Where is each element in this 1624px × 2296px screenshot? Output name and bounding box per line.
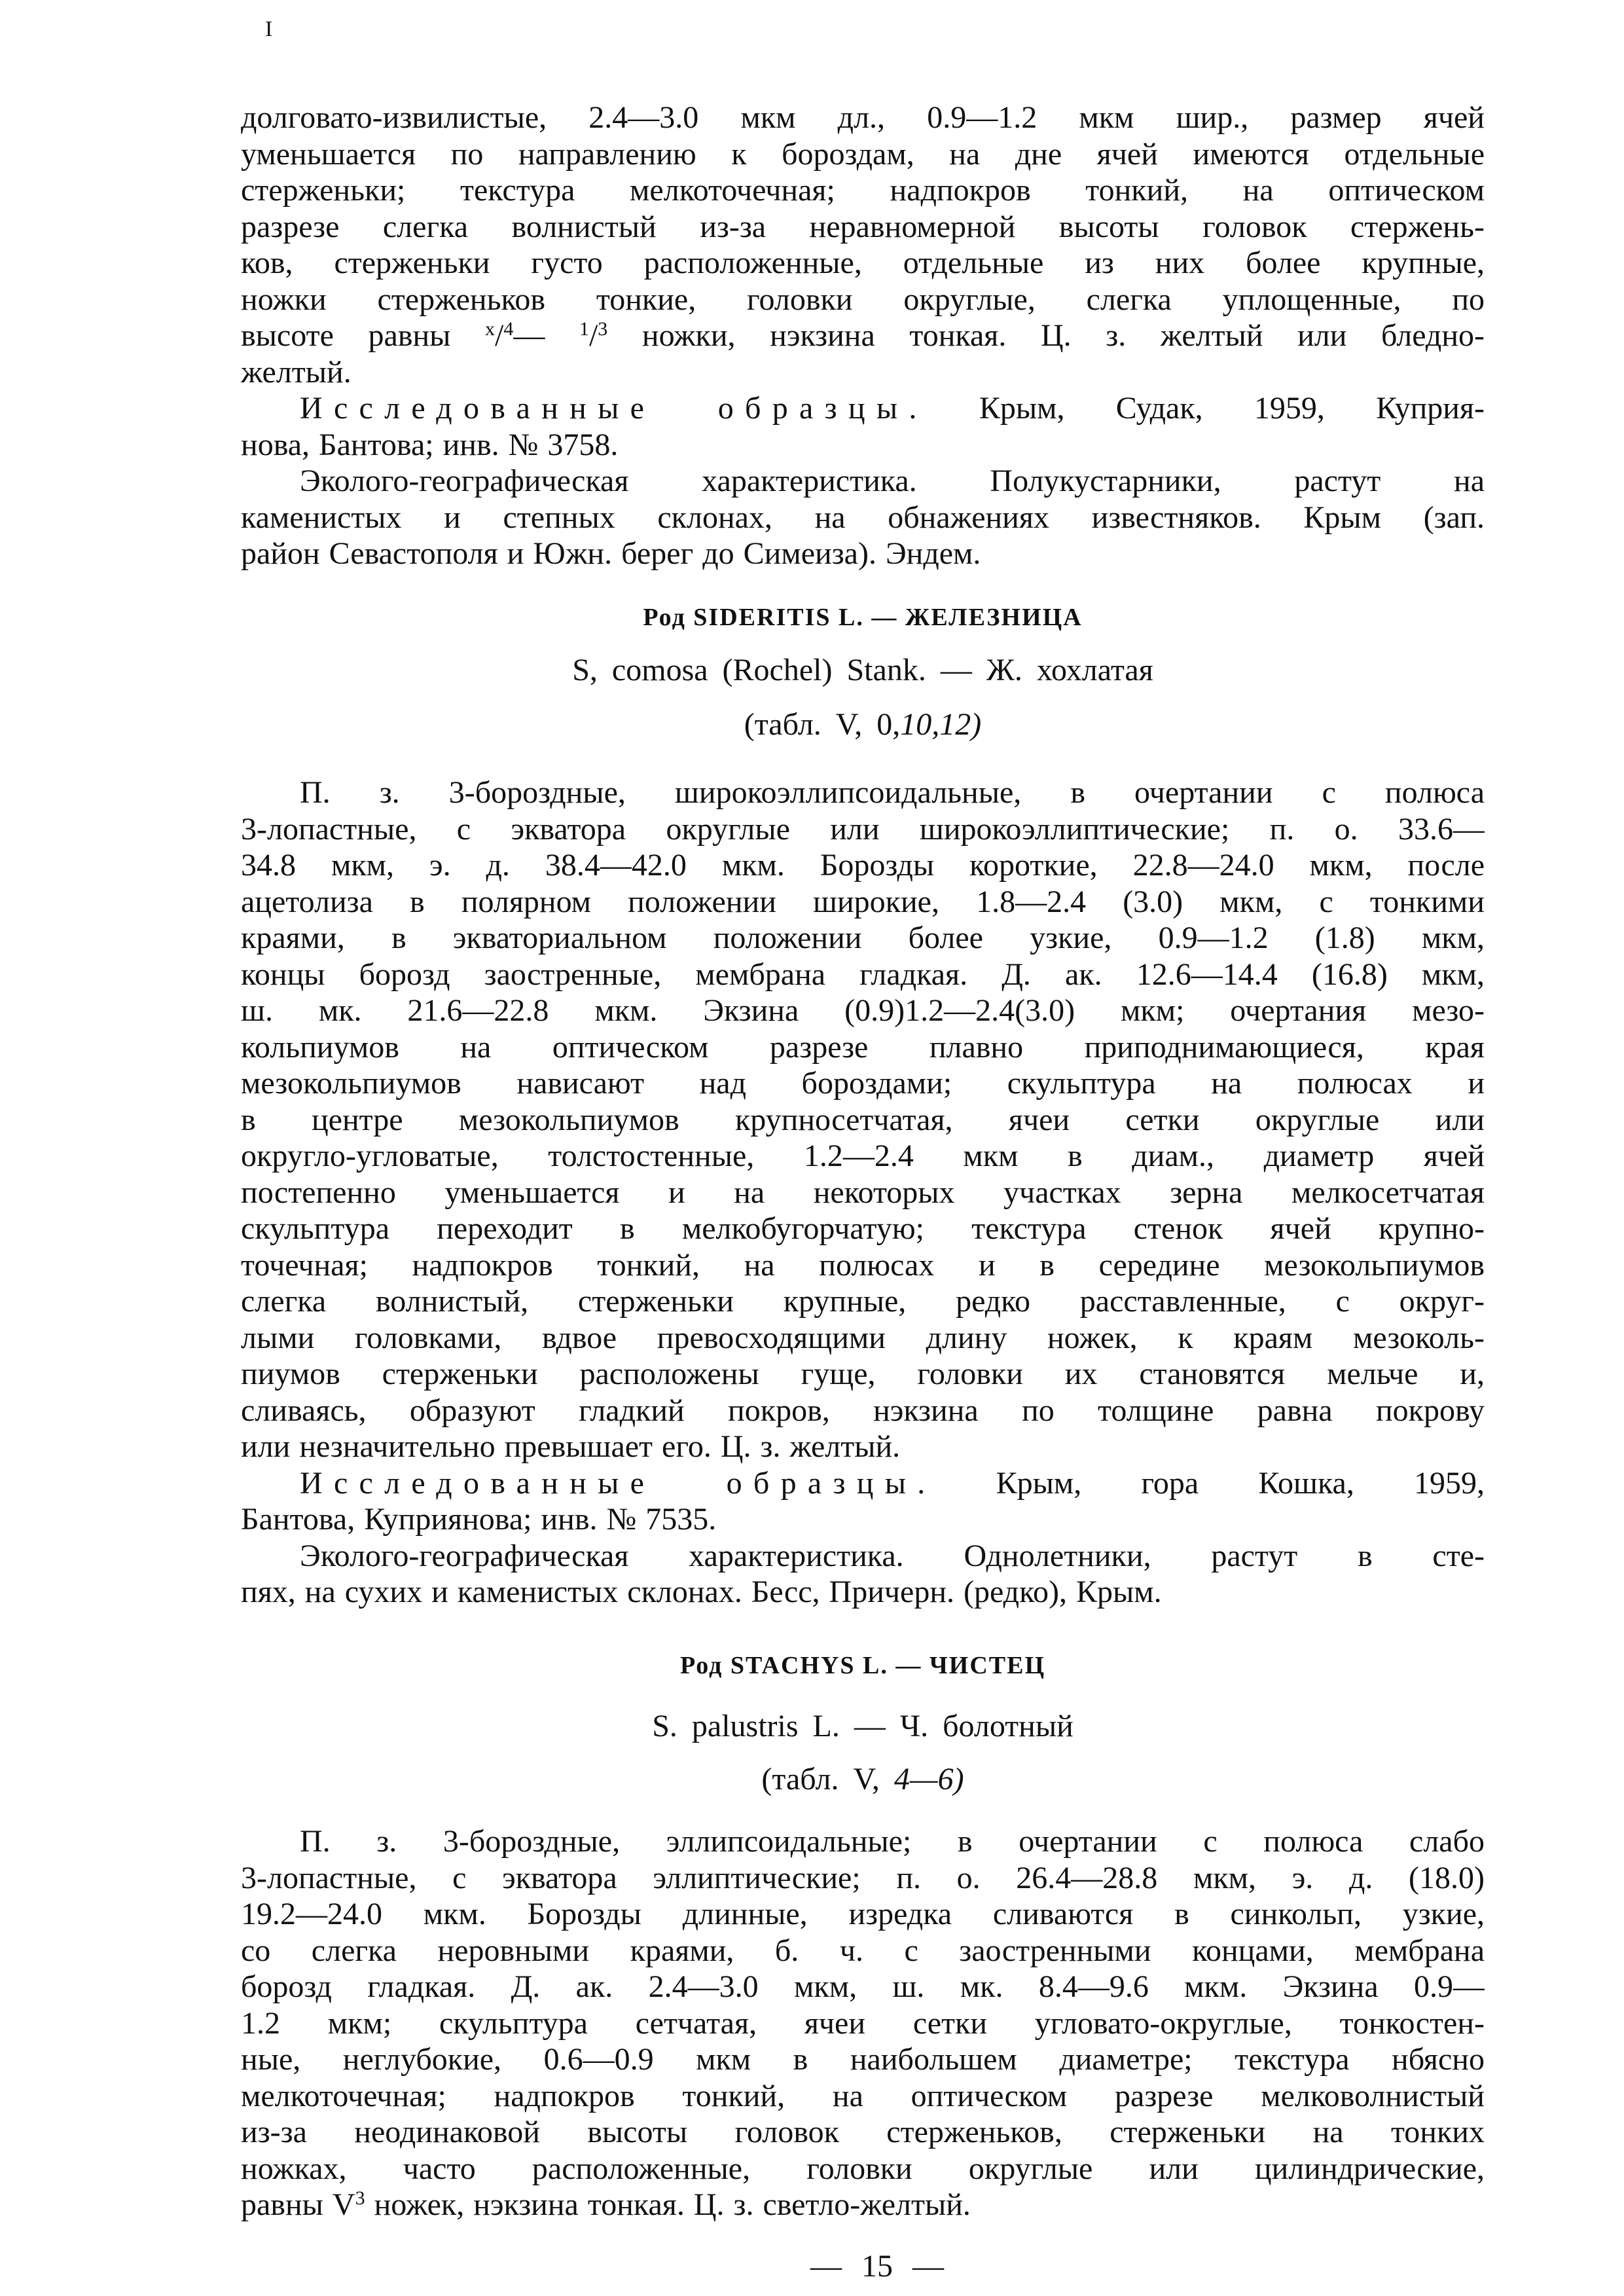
- table-ref-prefix: (табл. V, 0,: [744, 707, 901, 742]
- paragraph-description: [241, 774, 1485, 1465]
- text-line: округло-угловатые, толстостенные, 1.2—2.4 мкм в диам., диаметр ячей: [241, 1139, 1485, 1173]
- text-line: борозд гладкая. Д. ак. 2.4—3.0 мкм, ш. мк. 8.4—9.6 мкм. Экзина 0.9—: [241, 1969, 1485, 2004]
- text-segment: ножки, нэкзина тонкая. Ц. з. желтый или бледно-: [607, 318, 1485, 353]
- text-line: 3-лопастные, с экватора эллиптические; п. о. 26.4—28.8 мкм, э. д. (18.0): [241, 1860, 1485, 1895]
- emphasized-text: Исследованные образцы.: [300, 1465, 937, 1501]
- text-line: 19.2—24.0 мкм. Борозды длинные, изредка сливаются в синкольп, узкие,: [241, 1897, 1485, 1931]
- text-line: кольпиумов на оптическом разрезе плавно приподнимающиеся, края: [241, 1029, 1485, 1065]
- corner-mark: I: [265, 17, 273, 41]
- page-number: — 15 —: [810, 2249, 944, 2284]
- text-line: [241, 318, 1485, 354]
- paragraph-specimens: [241, 390, 1485, 463]
- table-reference-stachys: [241, 1761, 1485, 1798]
- text-line: [241, 1465, 1485, 1502]
- table-ref-prefix: (табл. V,: [761, 1762, 894, 1796]
- table-ref-figures: 4—6): [893, 1762, 964, 1796]
- text-line: ножки стерженьков тонкие, головки округлые, слегка уплощенные, по: [241, 282, 1485, 317]
- text-line: мезокольпиумов нависают над бороздами; скульптура на полюсах и: [241, 1066, 1485, 1101]
- text-line: 34.8 мкм, э. д. 38.4—42.0 мкм. Борозды короткие, 22.8—24.0 мкм, после: [241, 848, 1485, 883]
- text-line: концы борозд заостренные, мембрана гладкая. Д. ак. 12.6—14.4 (16.8) мкм,: [241, 957, 1485, 992]
- genus-heading-sideritis: Род SIDERITIS L. — ЖЕЛЕЗНИЦА: [643, 604, 1083, 631]
- text-line: пиумов стерженьки расположены гуще, головки их становятся мельче и,: [241, 1357, 1485, 1391]
- text-line: П. з. 3-бороздные, эллипсоидальные; в очертании с полюса слабо: [300, 1824, 1485, 1859]
- emphasized-text: Исследованные образцы.: [300, 391, 928, 426]
- text-line: нова, Бантова; инв. № 3758.: [241, 427, 619, 462]
- text-line: Эколого-географическая характеристика. Однолетники, растут в сте-: [300, 1538, 1485, 1573]
- text-line: П. з. 3-бороздные, широкоэллипсоидальные, в очертании с полюса: [300, 775, 1485, 810]
- text-segment: высоте равны: [241, 318, 485, 353]
- species-title-sideritis: S, comosa (Rochel) Stank. — Ж. хохлатая: [572, 653, 1153, 687]
- text-line: желтый.: [241, 354, 352, 390]
- text-segment: Крым, гора Кошка, 1959,: [936, 1465, 1485, 1501]
- superscript: 4: [503, 318, 514, 340]
- text-line: или незначительно превышает его. Ц. з. желтый.: [241, 1429, 901, 1464]
- paragraph-description: [241, 1823, 1485, 2223]
- text-segment: равны V: [241, 2187, 355, 2222]
- text-line: ножках, часто расположенные, головки округлые или цилиндрические,: [241, 2151, 1485, 2186]
- text-line: Эколого-географическая характеристика. Полукустарники, растут на: [300, 464, 1485, 498]
- text-line: из-за неодинаковой высоты головок стерженьков, стерженьки на тонких: [241, 2115, 1485, 2149]
- text-line: район Севастополя и Южн. берег до Симеиза). Эндем.: [241, 536, 981, 571]
- genus-heading-stachys: Род STACHYS L. — ЧИСТЕЦ: [679, 1652, 1046, 1679]
- text-line: скульптура переходит в мелкобугорчатую; текстура стенок ячей крупно-: [241, 1211, 1485, 1246]
- text-segment: Крым, Судак, 1959, Куприя-: [928, 391, 1485, 426]
- superscript: 3: [598, 318, 608, 340]
- text-line: 3-лопастные, с экватора округлые или широкоэллиптические; п. о. 33.6—: [241, 811, 1485, 847]
- text-line: сливаясь, образуют гладкий покров, нэкзина по толщине равна покрову: [241, 1393, 1485, 1428]
- species-title-stachys: S. palustris L. — Ч. болотный: [652, 1709, 1074, 1743]
- text-line: со слегка неровными краями, б. ч. с заостренными концами, мембрана: [241, 1933, 1485, 1968]
- text-line: краями, в экваториальном положении более узкие, 0.9—1.2 (1.8) мкм,: [241, 920, 1485, 955]
- text-line: лыми головками, вдвое превосходящими длину ножек, к краям мезоколь-: [241, 1320, 1485, 1355]
- text-line: уменьшается по направлению к бороздам, на дне ячей имеются отдельные: [241, 136, 1485, 172]
- text-segment: /: [588, 318, 598, 353]
- text-line: Бантова, Куприянова; инв. № 7535.: [241, 1502, 717, 1537]
- text-line: ш. мк. 21.6—22.8 мкм. Экзина (0.9)1.2—2.4(3.0) мкм; очертания мезо-: [241, 993, 1485, 1028]
- section-stachys: [241, 1823, 1485, 2223]
- table-ref-figures: 10,12): [900, 707, 982, 742]
- text-line: долговато-извилистые, 2.4—3.0 мкм дл., 0.9—1.2 мкм шир., размер ячей: [241, 100, 1485, 135]
- text-segment: —: [513, 318, 579, 353]
- text-line: постепенно уменьшается и на некоторых участках зерна мелкосетчатая: [241, 1175, 1485, 1210]
- text-line: мелкоточечная; надпокров тонкий, на оптическом разрезе мелковолнистый: [241, 2078, 1485, 2113]
- superscript: 1: [579, 318, 589, 340]
- text-line: стерженьки; текстура мелкоточечная; надпокров тонкий, на оптическом: [241, 173, 1485, 208]
- text-line: слегка волнистый, стерженьки крупные, редко расставленные, с округ-: [241, 1284, 1485, 1319]
- text-line: в центре мезокольпиумов крупносетчатая, ячеи сетки округлые или: [241, 1102, 1485, 1137]
- text-line: ные, неглубокие, 0.6—0.9 мкм в наибольшем диаметре; текстура нбясно: [241, 2042, 1485, 2077]
- text-line: ков, стерженьки густо расположенные, отдельные из них более крупные,: [241, 246, 1485, 280]
- superscript: 3: [355, 2187, 365, 2209]
- text-line: [241, 390, 1485, 427]
- text-line: точечная; надпокров тонкий, на полюсах и в середине мезокольпиумов: [241, 1247, 1485, 1283]
- text-line: пях, на сухих и каменистых склонах. Бесс, Причерн. (редко), Крым.: [241, 1575, 1162, 1609]
- text-segment: ножек, нэкзина тонкая. Ц. з. светло-желтый.: [365, 2187, 971, 2222]
- table-reference-sideritis: [241, 706, 1485, 743]
- paragraph-description: [241, 100, 1485, 390]
- superscript: x: [484, 318, 495, 340]
- paragraph-ecology: [241, 1538, 1485, 1611]
- text-line: 1.2 мкм; скульптура сетчатая, ячеи сетки угловато-округлые, тонкостен-: [241, 2005, 1485, 2041]
- text-line: разрезе слегка волнистый из-за неравномерной высоты головок стержень-: [241, 209, 1485, 244]
- section-sideritis: [241, 774, 1485, 1611]
- section-continued: [241, 100, 1485, 572]
- paragraph-ecology: [241, 463, 1485, 572]
- paragraph-specimens: [241, 1465, 1485, 1538]
- text-segment: /: [494, 318, 504, 353]
- text-line: [241, 2187, 1485, 2223]
- text-line: ацетолиза в полярном положении широкие, 1.8—2.4 (3.0) мкм, с тонкими: [241, 884, 1485, 919]
- text-line: каменистых и степных склонах, на обнажениях известняков. Крым (зап.: [241, 500, 1485, 535]
